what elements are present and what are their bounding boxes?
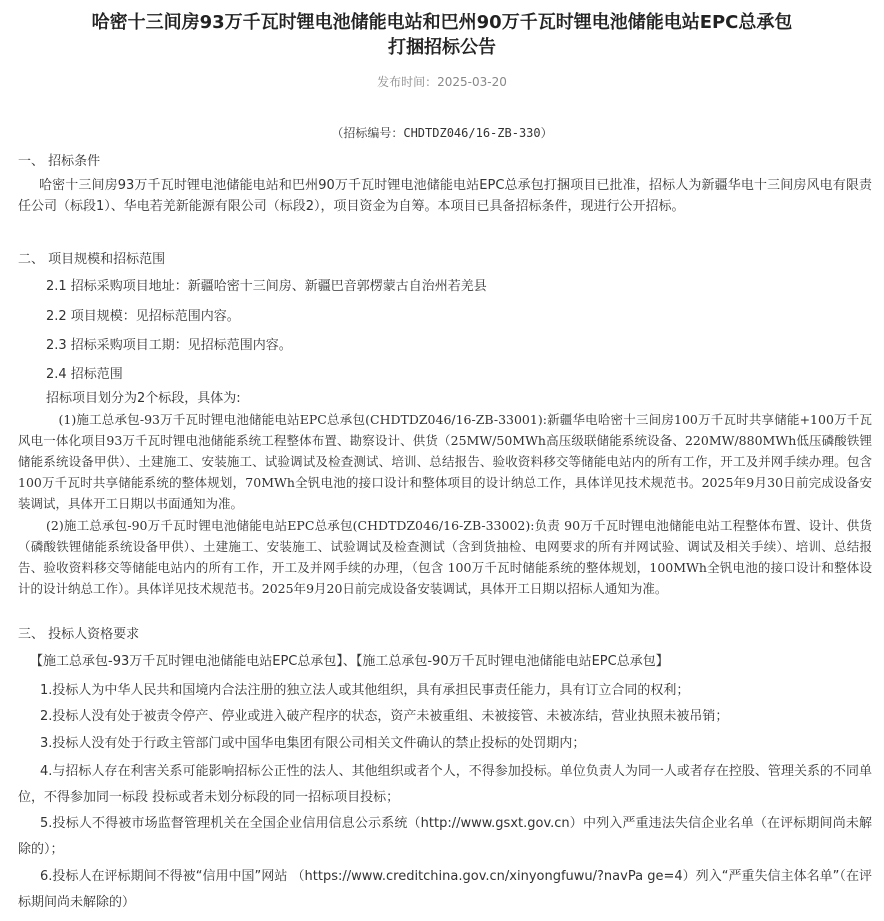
requirement-5: 5.投标人不得被市场监督管理机关在全国企业信用信息公示系统（http://www.gsxt.gov.cn）中列入严重违法失信企业名单（在评标期间尚未解除的）； xyxy=(18,816,872,857)
requirement-3: 3.投标人没有处于行政主管部门或中国华电集团有限公司相关文件确认的禁止投标的处罚期内； xyxy=(40,736,586,751)
lot-1-description: (1)施工总承包-93万千瓦时锂电池储能电站EPC总承包(CHDTDZ046/16-ZB-33001):新疆华电哈密十三间房100万千瓦时共享储能+100万千瓦风电一体化项目93万千瓦时锂电池储能系统工程整体布置、勘察设计、供货（25MW/50MWh高压级联储能系统设备、220MW/880MWh低压磷酸铁锂储能系统设备甲供）、土建施工、安装施工、试验调试及检查测试、培训、总结报告、验收资料移交等储能电站内的所有工作，开工及并网手续办理。包含100万千瓦时共享储能系统的整体规划，70MWh全钒电池的接口设计和整体项目的设计纳总工作，具体详见技术规范书。2025年9月30日前完成设备安装调试，具体开工日期以书面通知为准。 xyxy=(18,412,872,511)
requirement-1: 1.投标人为中华人民共和国境内合法注册的独立法人或其他组织，具有承担民事责任能力，具有订立合同的权利； xyxy=(40,683,690,698)
lot-division-intro: 招标项目划分为2个标段，具体为: xyxy=(46,391,241,406)
section-1-body: 哈密十三间房93万千瓦时锂电池储能电站和巴州90万千瓦时锂电池储能电站EPC总承包打捆项目已批准，招标人为新疆华电十三间房风电有限责任公司（标段1）、华电若羌新能源有限公司（标段2），项目资金为自筹。本项目已具备招标条件，现进行公开招标。 xyxy=(18,178,872,214)
requirement-6: 6.投标人在评标期间不得被“信用中国”网站 （https://www.creditchina.gov.cn/xinyongfuwu/?navPa ge=4）列入“严重失信主体名单”（在评标期间尚未解除的） xyxy=(18,869,872,910)
project-scale: 2.2 项目规模：见招标范围内容。 xyxy=(46,309,240,324)
notice-title-line-1: 哈密十三间房93万千瓦时锂电池储能电站和巴州90万千瓦时锂电池储能电站EPC总承包 xyxy=(91,12,793,33)
requirement-2: 2.投标人没有处于被责令停产、停业或进入破产程序的状态，资产未被重组、未被接管、未被冻结，营业执照未被吊销； xyxy=(40,709,729,724)
publish-date: 发布时间：2025-03-20 xyxy=(377,75,507,89)
project-address: 2.1 招标采购项目地址：新疆哈密十三间房、新疆巴音郭楞蒙古自治州若羌县 xyxy=(46,279,487,294)
qualification-scope: 【施工总承包-93万千瓦时锂电池储能电站EPC总承包】、【施工总承包-90万千瓦时锂电池储能电站EPC总承包】 xyxy=(30,654,669,669)
bid-scope-heading: 2.4 招标范围 xyxy=(46,367,123,382)
project-duration: 2.3 招标采购项目工期：见招标范围内容。 xyxy=(46,338,292,353)
section-3-heading: 三、 投标人资格要求 xyxy=(18,627,140,642)
bid-number: （招标编号：CHDTDZ046/16-ZB-330） xyxy=(331,126,553,140)
section-1-heading: 一、 招标条件 xyxy=(18,154,101,169)
lot-2-description: (2)施工总承包-90万千瓦时锂电池储能电站EPC总承包(CHDTDZ046/16-ZB-33002):负责 90万千瓦时锂电池储能电站工程整体布置、设计、供货（磷酸铁锂储能系统设备甲供）、土建施工、安装施工、试验调试及检查测试（含到货抽检、电网要求的所有并网试验、调试及相关手续）、培训、总结报告、验收资料移交等储能电站内的所有工作，开工及并网手续的办理，（包含 100万千瓦时储能系统的整体规划，100MWh全钒电池的接口设计和整体设计的设计纳总工作）。具体详见技术规范书。2025年9月20日前完成设备安装调试，具体开工日期以招标人通知为准。 xyxy=(18,518,872,596)
section-2-heading: 二、 项目规模和招标范围 xyxy=(18,252,166,267)
notice-title-line-2: 打捆招标公告 xyxy=(388,37,496,58)
requirement-4: 4.与招标人存在利害关系可能影响招标公正性的法人、其他组织或者个人，不得参加投标。单位负责人为同一人或者存在控股、管理关系的不同单位，不得参加同一标段 投标或者未划分标段的同一招标项目投标； xyxy=(18,764,872,805)
